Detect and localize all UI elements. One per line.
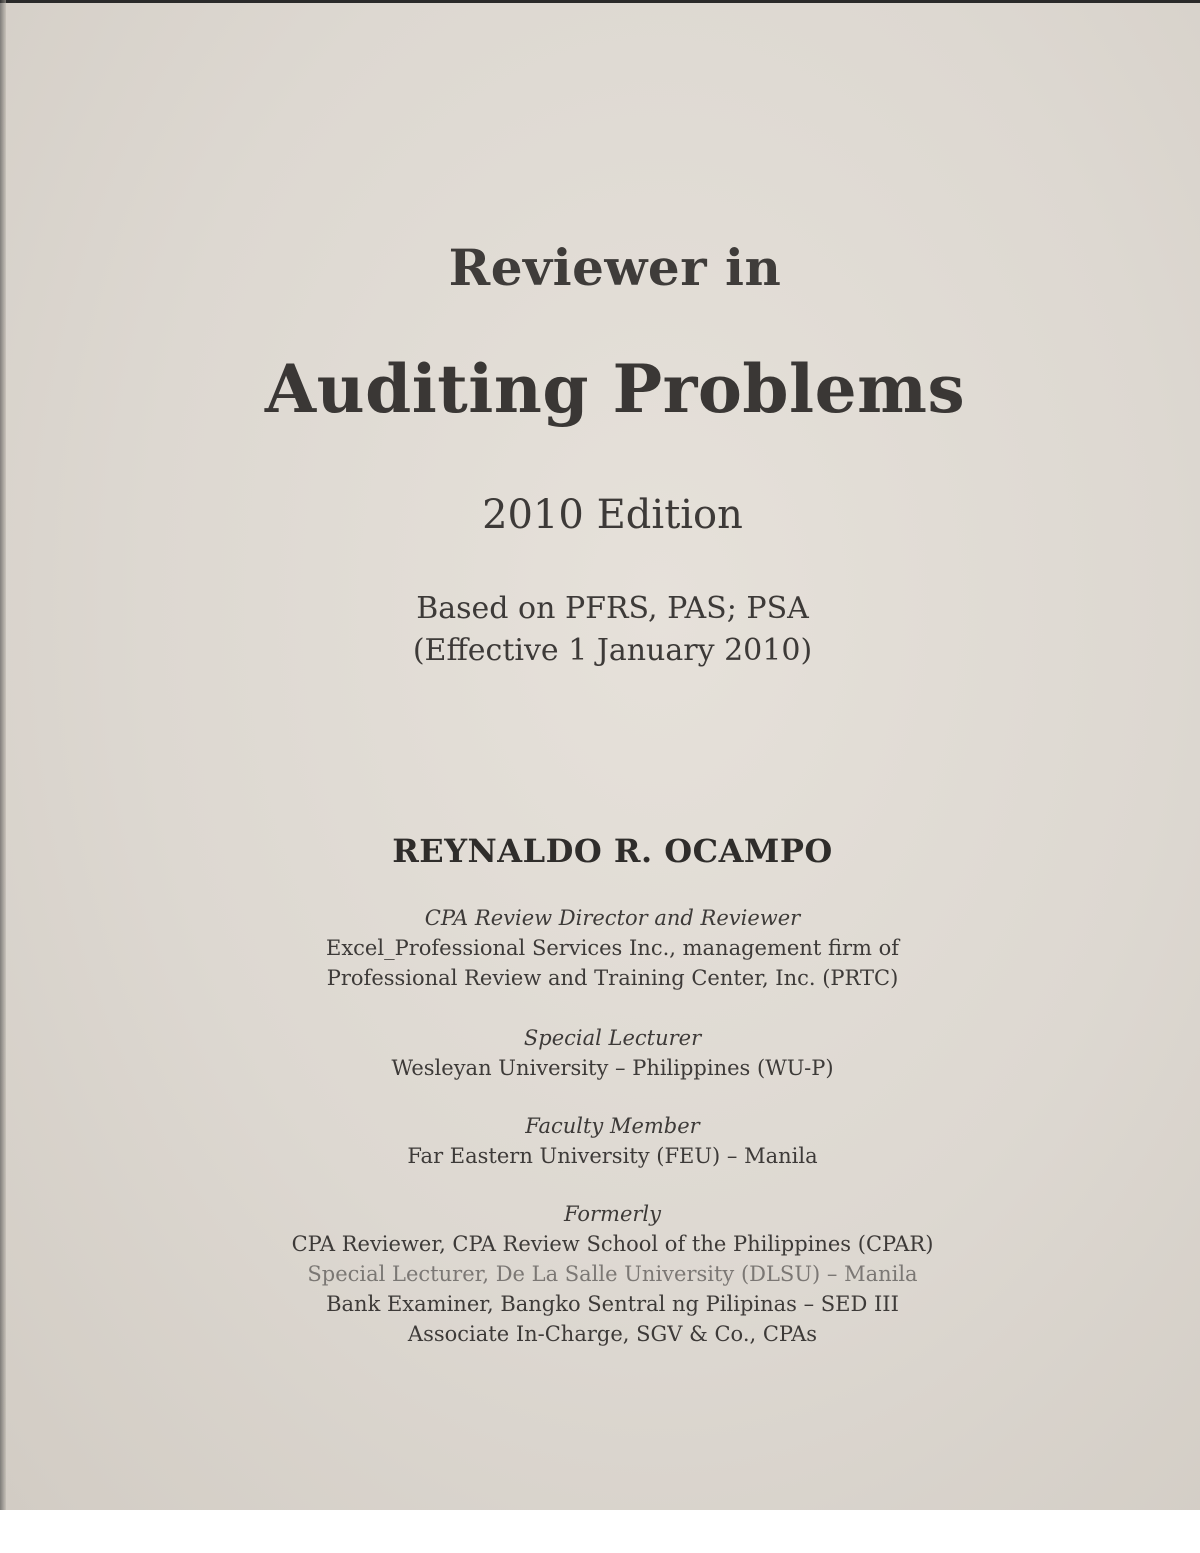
credential-block-special-lecturer [0,1023,1200,1083]
edition-label: 2010 Edition [482,492,743,538]
credential-role: CPA Review Director and Reviewer [424,906,801,930]
credential-line: Bank Examiner, Bangko Sentral ng Pilipinas – SED III [326,1292,899,1316]
standards-basis-line-1: Based on PFRS, PAS; PSA [416,591,809,626]
credential-line: Professional Review and Training Center, Inc. (PRTC) [326,966,899,990]
standards-basis [0,588,1200,672]
credential-line: Wesleyan University – Philippines (WU-P) [391,1056,834,1080]
credential-block-formerly [0,1199,1200,1349]
book-title-line-2: Auditing Problems [264,350,966,428]
credential-block-faculty-member [0,1111,1200,1171]
credential-line: Excel_Professional Services Inc., management firm of [326,936,899,960]
credential-line: Special Lecturer, De La Salle University (DLSU) – Manila [307,1262,918,1286]
credential-line: Far Eastern University (FEU) – Manila [407,1144,818,1168]
credential-role: Formerly [563,1202,662,1226]
credential-block-review-director [0,903,1200,993]
credential-line: CPA Reviewer, CPA Review School of the Philippines (CPAR) [291,1232,934,1256]
author-name: REYNALDO R. OCAMPO [392,832,833,870]
book-title-line-1: Reviewer in [448,238,782,297]
credential-line: Associate In-Charge, SGV & Co., CPAs [407,1322,818,1346]
credential-role: Faculty Member [525,1114,700,1138]
credential-role: Special Lecturer [523,1026,702,1050]
effective-date-line: (Effective 1 January 2010) [412,633,813,668]
